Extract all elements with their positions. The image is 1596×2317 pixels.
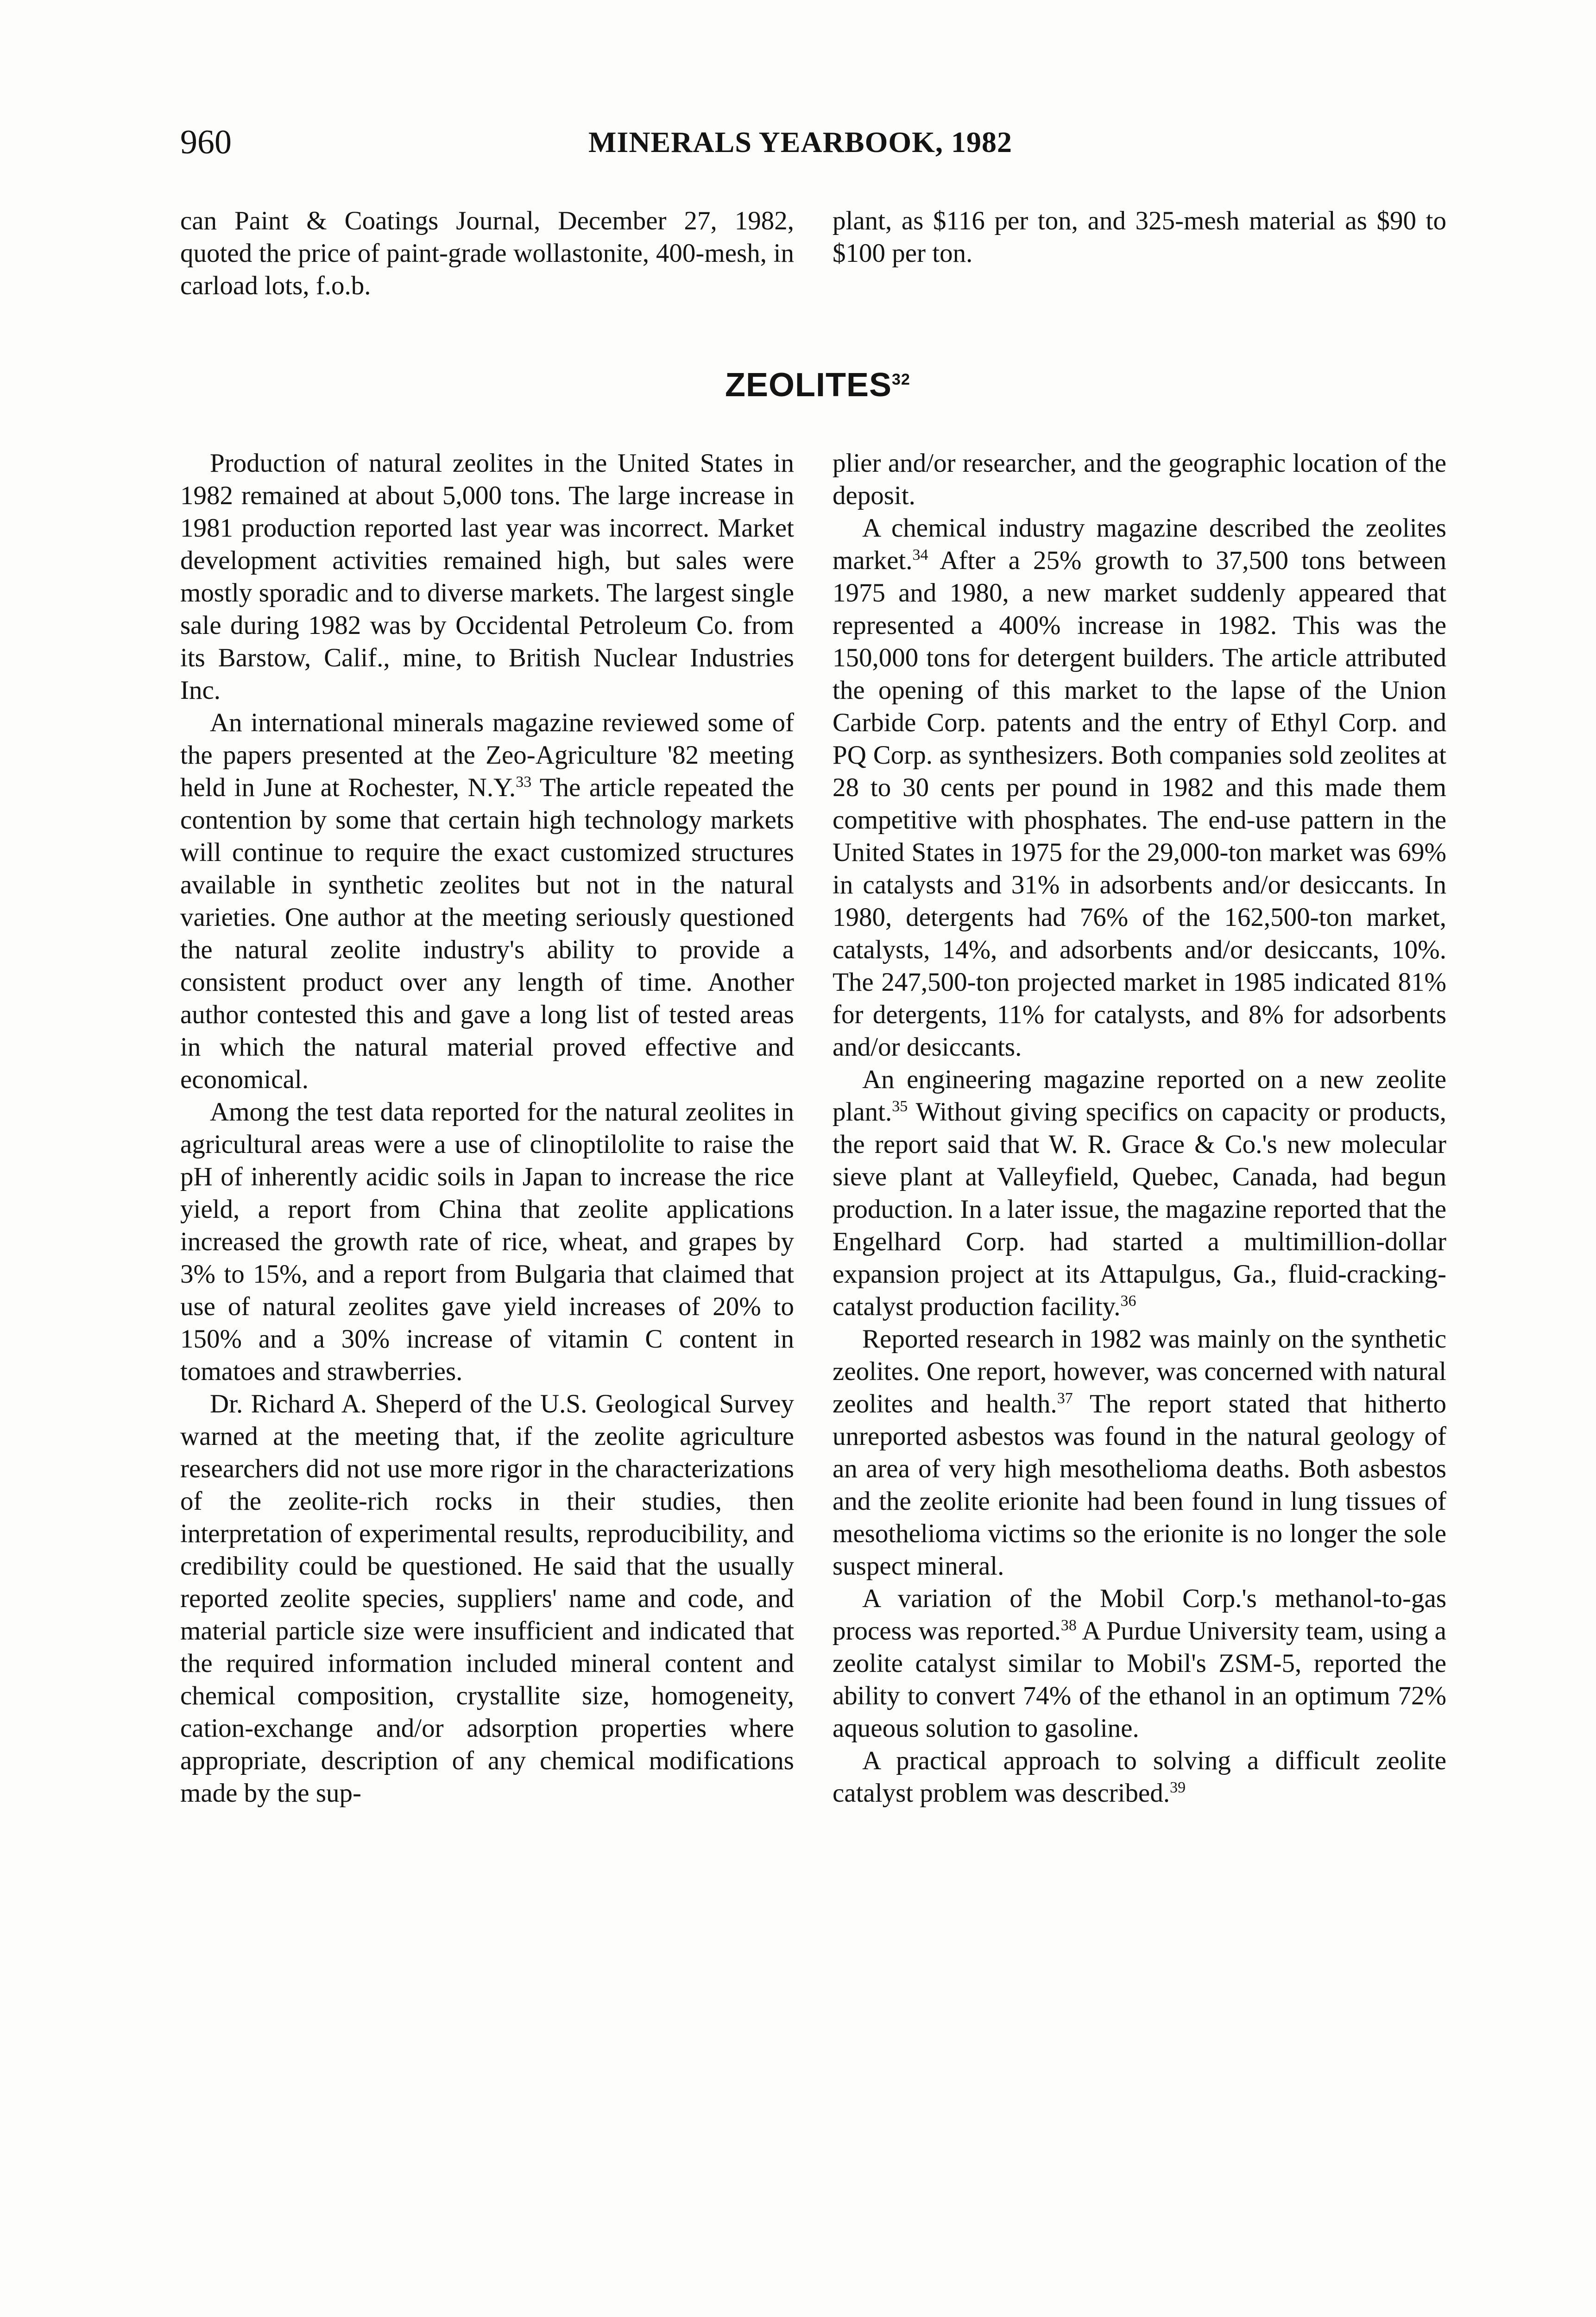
paragraph-research <box>833 1323 1446 1583</box>
paragraph-text: The report stated that hitherto unreported asbestos was found in the natural geology of an area of very high mesothelioma deaths. Both asbestos and the zeolite erionite had been found in lung tissues of mesothelioma victims so the erionite is no longer the sole suspect mineral. <box>833 1389 1446 1581</box>
paragraph-text: Without giving specifics on capacity or products, the report said that W. R. Grace & Co.'s new molecular sieve plant at Valleyfield, Quebec, Canada, had begun production. In a later issue, the magazine reported that the Engelhard Corp. had started a multimillion-dollar expansion project at its Attapulgus, Ga., fluid-cracking-catalyst production facility. <box>833 1097 1446 1321</box>
page-number: 960 <box>180 123 232 161</box>
paragraph-text: Reported research in 1982 was mainly on the synthetic zeolites. One report, however, was concerned with natural zeolites and health. <box>833 1324 1446 1418</box>
footnote-ref-36: 36 <box>1120 1292 1136 1310</box>
paragraph-text: An engineering magazine reported on a new zeolite plant. <box>833 1065 1446 1127</box>
continuation-paragraph-right: plant, as $116 per ton, and 325-mesh material as $90 to $100 per ton. <box>833 206 1446 268</box>
paragraph-text: A Purdue University team, using a zeolite catalyst similar to Mobil's ZSM-5, reported the ability to convert 74% of the ethanol in an optimum 72% aqueous solution to gasoline. <box>833 1616 1446 1743</box>
paragraph-engineering-magazine <box>833 1064 1446 1323</box>
footnote-ref-35: 35 <box>892 1098 908 1115</box>
paragraph-international-magazine <box>180 707 794 1096</box>
section-heading <box>725 368 910 402</box>
continuation-right-column <box>833 205 1446 270</box>
footnote-ref-33: 33 <box>516 773 532 791</box>
right-column <box>833 447 1446 1810</box>
section-title: ZEOLITES <box>725 367 892 404</box>
footnote-ref-39: 39 <box>1170 1779 1186 1796</box>
paragraph-mobil <box>833 1583 1446 1745</box>
paragraph-sheperd-continued: plier and/or researcher, and the geographic location of the deposit. <box>833 449 1446 510</box>
paragraph-text: After a 25% growth to 37,500 tons between 1975 and 1980, a new market suddenly appeared that represented a 400% increase in 1982. This was the 150,000 tons for detergent builders. The article attributed the opening of this market to the lapse of the Union Carbide Corp. patents and the entry of Ethyl Corp. and PQ Corp. as synthesizers. Both companies sold zeolites at 28 to 30 cents per pound in 1982 and this made them competitive with phosphates. The end-use pattern in the United States in 1975 for the 29,000-ton market was 69% in catalysts and 31% in adsorbents and/or desiccants. In 1980, detergents had 76% of the 162,500-ton market, catalysts, 14%, and adsorbents and/or desiccants, 10%. The 247,500-ton projected market in 1985 indicated 81% for detergents, 11% for catalysts, and 8% for adsorbents and/or desiccants. <box>833 546 1446 1062</box>
paragraph-text: A variation of the Mobil Corp.'s methanol-to-gas process was reported. <box>833 1584 1446 1646</box>
paragraph-production: Production of natural zeolites in the United States in 1982 remained at about 5,000 tons. The large increase in 1981 production reported last year was incorrect. Market development activities remained high, but sales were mostly sporadic and to diverse markets. The largest single sale during 1982 was by Occidental Petroleum Co. from its Barstow, Calif., mine, to British Nuclear Industries Inc. <box>180 449 794 705</box>
paragraph-text: The article repeated the contention by some that certain high technology markets will continue to require the exact customized structures available in synthetic zeolites but not in the natural varieties. One author at the meeting seriously questioned the natural zeolite industry's ability to provide a consistent product over any length of time. Another author contested this and gave a long list of tested areas in which the natural material proved effective and economical. <box>180 773 794 1094</box>
left-column <box>180 447 794 1810</box>
footnote-ref-34: 34 <box>912 546 928 563</box>
running-title: MINERALS YEARBOOK, 1982 <box>588 126 1012 158</box>
footnote-ref-32: 32 <box>892 371 910 388</box>
paragraph-text: An international minerals magazine reviewed some of the papers presented at the Zeo-Agriculture '82 meeting held in June at Rochester, N.Y. <box>180 708 794 802</box>
continuation-paragraph-left: can Paint & Coatings Journal, December 27, 1982, quoted the price of paint-grade wollastonite, 400-mesh, in carload lots, f.o.b. <box>180 206 794 300</box>
footnote-ref-38: 38 <box>1060 1617 1077 1634</box>
continuation-left-column <box>180 205 794 302</box>
paragraph-text: A practical approach to solving a difficult zeolite catalyst problem was described. <box>833 1746 1446 1808</box>
paragraph-test-data: Among the test data reported for the natural zeolites in agricultural areas were a use of clinoptilolite to raise the pH of inherently acidic soils in Japan to increase the rice yield, a report from China that zeolite applications increased the growth rate of rice, wheat, and grapes by 3% to 15%, and a report from Bulgaria that claimed that use of natural zeolites gave yield increases of 20% to 150% and a 30% increase of vitamin C content in tomatoes and strawberries. <box>180 1097 794 1386</box>
paragraph-practical-approach <box>833 1745 1446 1810</box>
paragraph-chemical-magazine <box>833 512 1446 1064</box>
footnote-ref-37: 37 <box>1057 1390 1073 1407</box>
paragraph-sheperd: Dr. Richard A. Sheperd of the U.S. Geological Survey warned at the meeting that, if the zeolite agriculture researchers did not use more rigor in the characterizations of the zeolite-rich rocks in their studies, then interpretation of experimental results, reproducibility, and credibility could be questioned. He said that the usually reported zeolite species, suppliers' name and code, and material particle size were insufficient and indicated that the required information included mineral content and chemical composition, crystallite size, homogeneity, cation-exchange and/or adsorption properties where appropriate, description of any chemical modifications made by the sup- <box>180 1389 794 1808</box>
paragraph-text: A chemical industry magazine described the zeolites market. <box>833 513 1446 575</box>
